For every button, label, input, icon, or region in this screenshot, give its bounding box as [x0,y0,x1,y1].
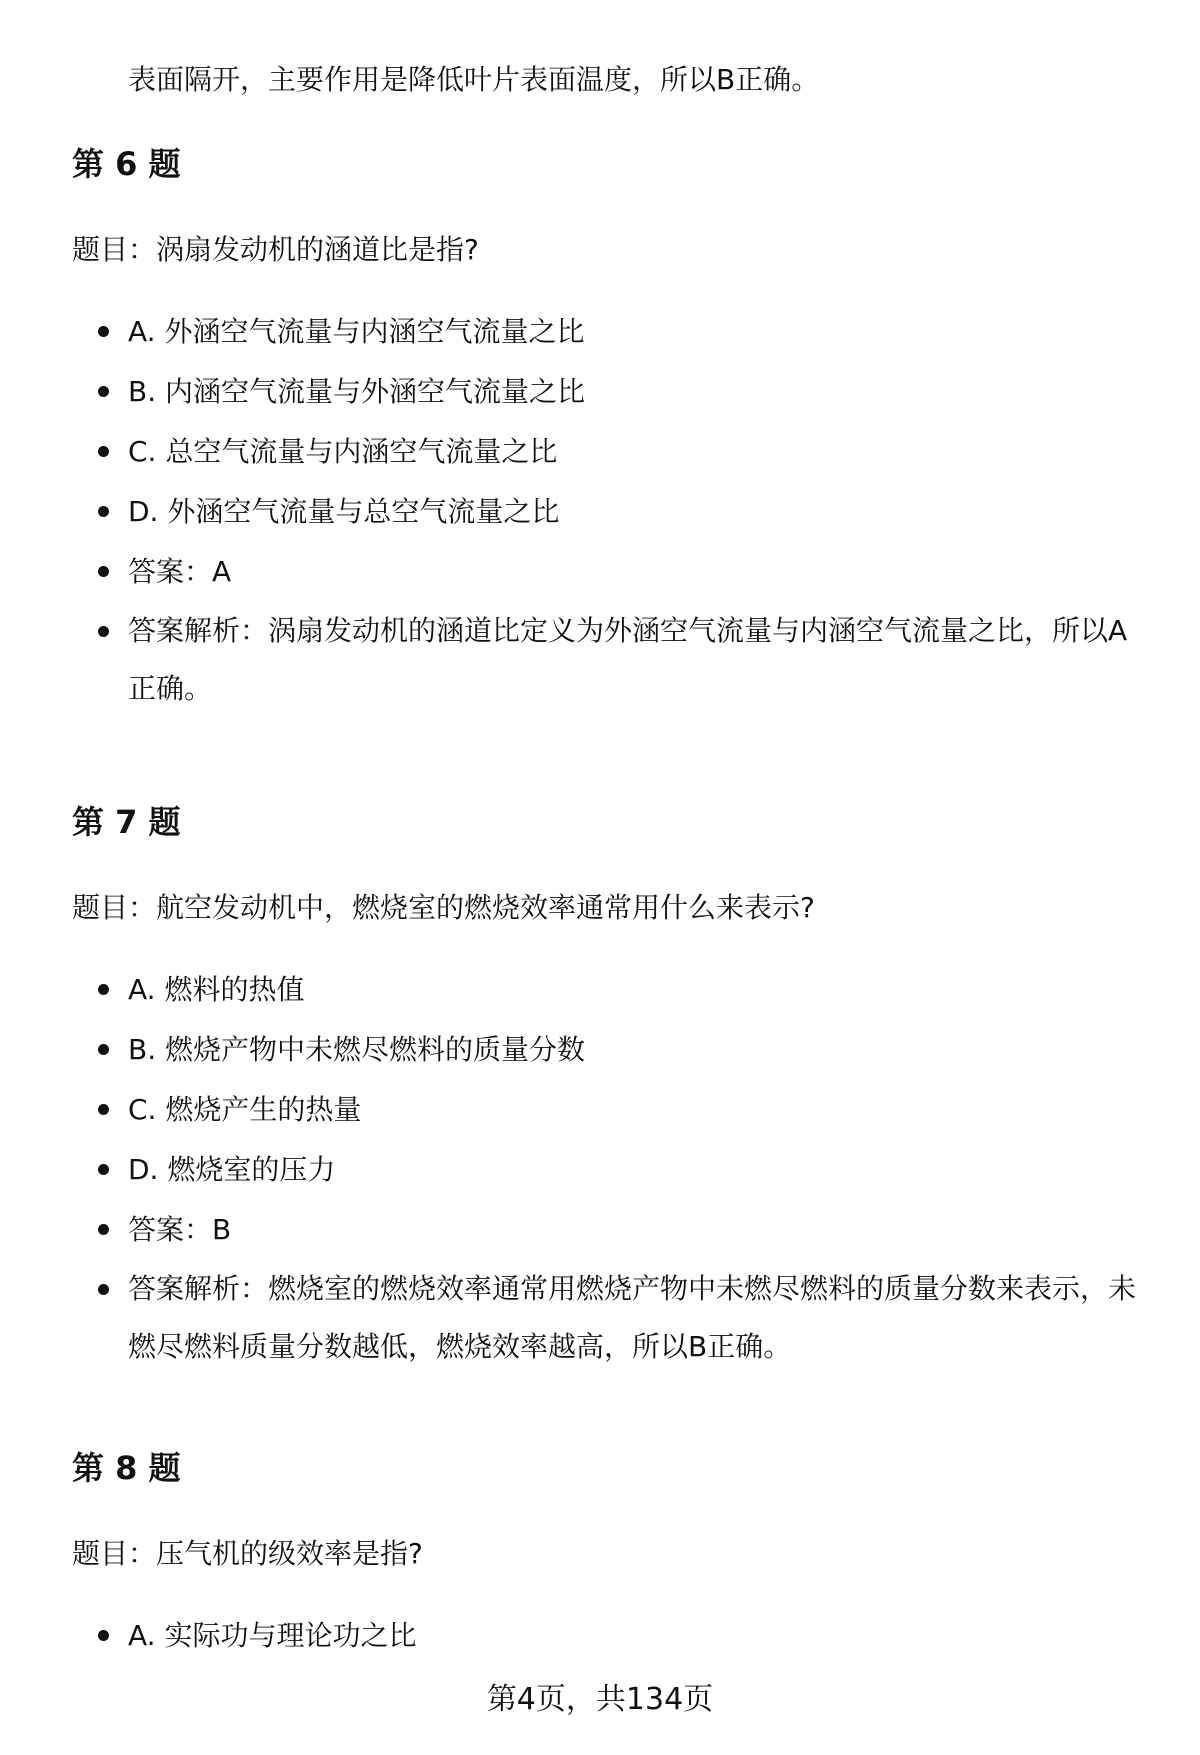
page-number-footer: 第4页，共134页 [486,1682,714,1717]
question-6-option-a: A. 外涵空气流量与内涵空气流量之比 [0,302,1200,362]
question-7-option-b: B. 燃烧产物中未燃尽燃料的质量分数 [0,1020,1200,1080]
question-6-option-d: D. 外涵空气流量与总空气流量之比 [0,482,1200,542]
question-6-option-b: B. 内涵空气流量与外涵空气流量之比 [0,362,1200,422]
question-7-options [0,960,1200,1376]
bullet-icon [98,386,109,397]
question-7-prompt: 题目：航空发动机中，燃烧室的燃烧效率通常用什么来表示? [72,891,815,924]
bullet-icon [98,1224,109,1235]
continuation-text: 表面隔开，主要作用是降低叶片表面温度，所以B正确。 [128,63,820,96]
question-6-options [0,302,1200,718]
question-6-answer: 答案：A [0,542,1200,602]
question-8-option-a: A. 实际功与理论功之比 [0,1606,1200,1666]
question-6-explanation: 答案解析：涡扇发动机的涵道比定义为外涵空气流量与内涵空气流量之比，所以A正确。 [0,602,1200,718]
bullet-icon [98,1630,109,1641]
bullet-icon [98,566,109,577]
bullet-icon [98,1164,109,1175]
bullet-icon [98,1104,109,1115]
bullet-icon [98,1044,109,1055]
question-6-prompt: 题目：涡扇发动机的涵道比是指? [72,233,479,266]
bullet-icon [98,626,109,637]
question-6-heading: 第 6 题 [72,145,181,183]
question-7-option-a: A. 燃料的热值 [0,960,1200,1020]
bullet-icon [98,446,109,457]
bullet-icon [98,1284,109,1295]
question-8-prompt: 题目：压气机的级效率是指? [72,1537,423,1570]
bullet-icon [98,506,109,517]
question-7-explanation: 答案解析：燃烧室的燃烧效率通常用燃烧产物中未燃尽燃料的质量分数来表示，未燃尽燃料质量分数越低，燃烧效率越高，所以B正确。 [0,1260,1200,1376]
bullet-icon [98,984,109,995]
question-7-option-c: C. 燃烧产生的热量 [0,1080,1200,1140]
question-7-answer: 答案：B [0,1200,1200,1260]
question-7-option-d: D. 燃烧室的压力 [0,1140,1200,1200]
bullet-icon [98,326,109,337]
question-8-heading: 第 8 题 [72,1449,181,1487]
question-6-option-c: C. 总空气流量与内涵空气流量之比 [0,422,1200,482]
question-7-heading: 第 7 题 [72,803,181,841]
question-8-options [0,1606,1200,1666]
